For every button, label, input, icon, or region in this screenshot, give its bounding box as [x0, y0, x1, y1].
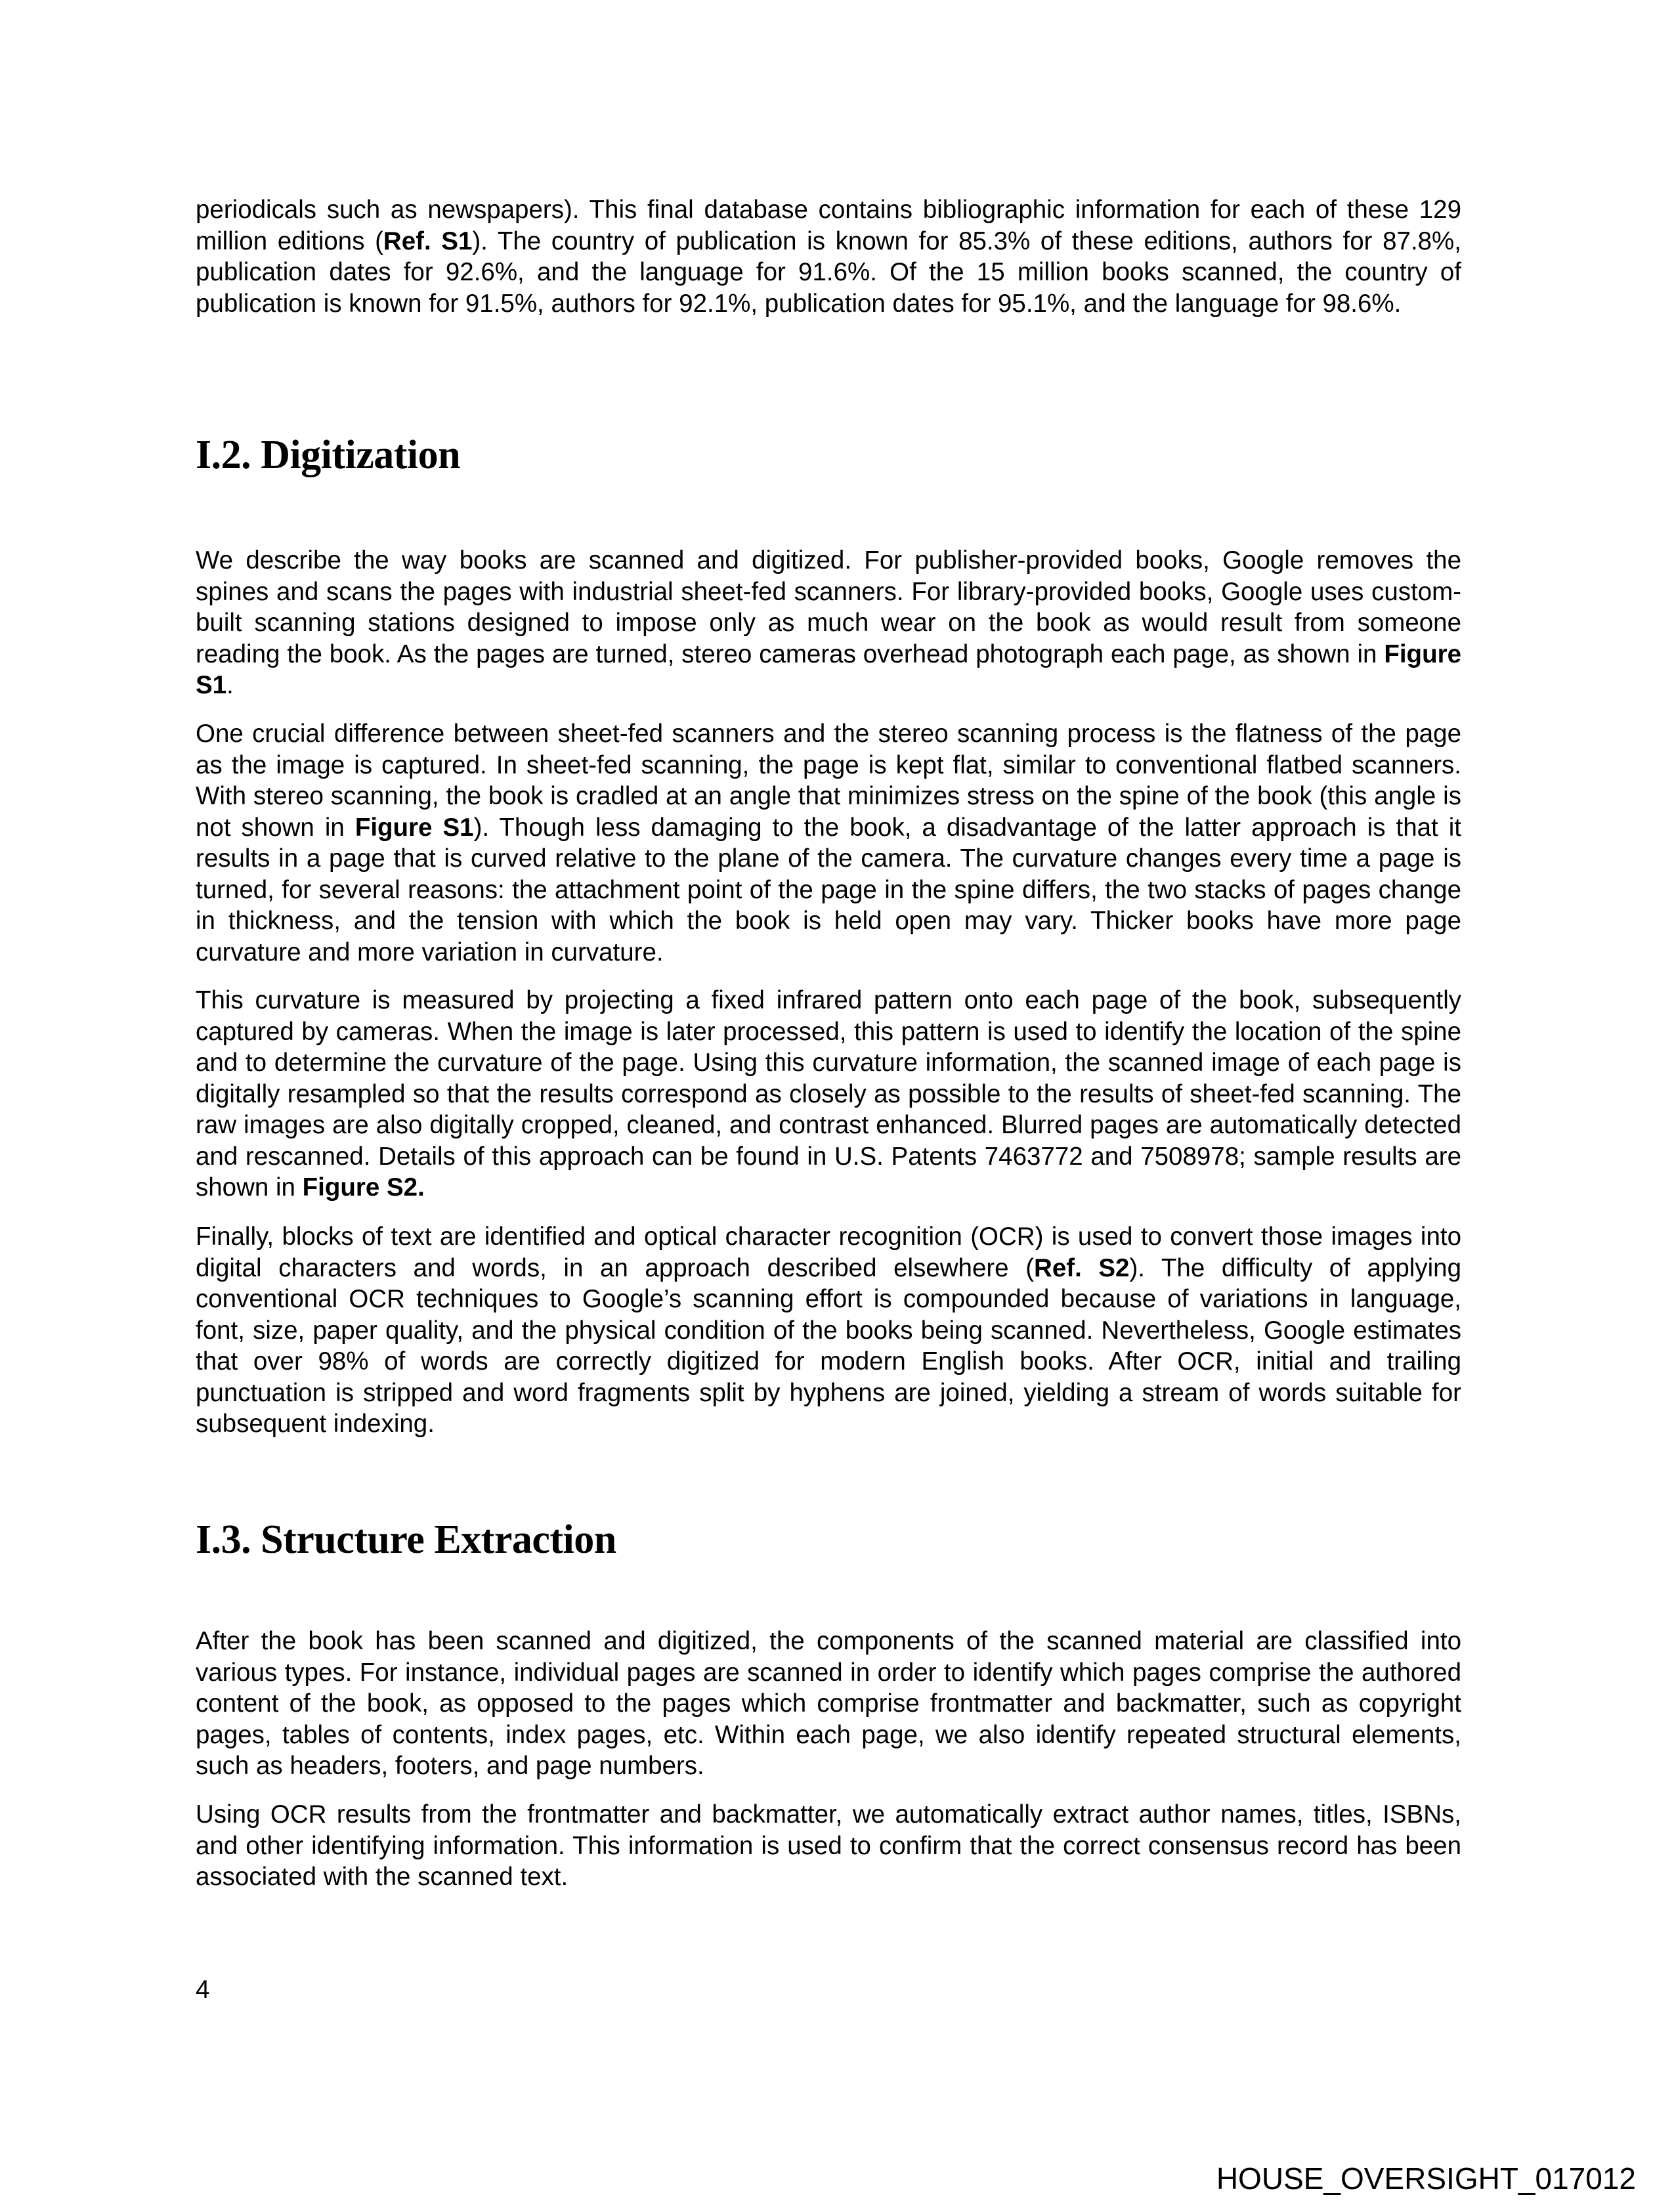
- digitization-paragraph-4: [196, 1221, 1461, 1440]
- section-heading-structure-extraction: I.3. Structure Extraction: [196, 1517, 616, 1562]
- figure-s1-reference: Figure S1: [196, 640, 1461, 699]
- section-heading-digitization-block: [196, 432, 1461, 478]
- section-heading-digitization: I.2. Digitization: [196, 433, 461, 477]
- page-number: 4: [196, 1976, 210, 2004]
- figure-s1-reference: Figure S1: [354, 813, 474, 842]
- digitization-paragraph-2-block: [196, 718, 1461, 968]
- text-run: Finally, blocks of text are identified and optical character recognition (OCR) is used to convert those images into digital characters and words, in an approach described elsewhere (: [196, 1223, 1461, 1282]
- text-run: One crucial difference between sheet-fed scanners and the stereo scanning process is the flatness of the page as the image is captured. In sheet-fed scanning, the page is kept flat, similar to conventional flatbed scanners. With stereo scanning, the book is cradled at an angle that minimizes stress on the spine of the book (this angle is not shown in: [196, 720, 1461, 842]
- digitization-paragraph-2: [196, 718, 1461, 968]
- text-run: ). The difficulty of applying conventional OCR techniques to Google’s scanning effort is compounded because of variations in language, font, size, paper quality, and the physical condition of the books being scanned. Nevertheless, Google estimates that over 98% of words are correctly digitized for modern English books. After OCR, initial and trailing punctuation is stripped and word fragments split by hyphens are joined, yielding a stream of words suitable for subsequent indexing.: [196, 1253, 1461, 1438]
- bates-stamp: HOUSE_OVERSIGHT_017012: [1216, 2161, 1636, 2196]
- structure-paragraph-2-block: [196, 1799, 1461, 1893]
- structure-paragraph-2: Using OCR results from the frontmatter and backmatter, we automatically extract author names, titles, ISBNs, and other identifying information. This information is used to confirm that the correct consensus record has been associated with the scanned text.: [196, 1800, 1461, 1891]
- digitization-paragraph-1: [196, 545, 1461, 701]
- text-run: periodicals such as newspapers). This final database contains bibliographic information for each of these 129 million editions (: [196, 196, 1461, 255]
- text-run: We describe the way books are scanned and digitized. For publisher-provided books, Google removes the spines and scans the pages with industrial sheet-fed scanners. For library-provided books, Google uses custom-built scanning stations designed to impose only as much wear on the book as would result from someone reading the book. As the pages are turned, stereo cameras overhead photograph each page, as shown in: [196, 546, 1461, 668]
- section-heading-structure-block: [196, 1517, 1461, 1563]
- text-run: .: [226, 671, 234, 699]
- continuation-paragraph: [196, 194, 1461, 319]
- structure-paragraph-1-block: [196, 1626, 1461, 1782]
- text-run: This curvature is measured by projecting a fixed infrared pattern onto each page of the book, subsequently captured by cameras. When the image is later processed, this pattern is used to identify the location of the spine and to determine the curvature of the page. Using this curvature information, the scanned image of each page is digitally resampled so that the results correspond as closely as possible to the results of sheet-fed scanning. The raw images are also digitally cropped, cleaned, and contrast enhanced. Blurred pages are automatically detected and rescanned. Details of this approach can be found in U.S. Patents 7463772 and 7508978; sample results are shown in: [196, 986, 1461, 1202]
- text-run: ). The country of publication is known for 85.3% of these editions, authors for 87.8%, publication dates for 92.6%, and the language for 91.6%. Of the 15 million books scanned, the country of publication is known for 91.5%, authors for 92.1%, publication dates for 95.1%, and the language for 98.6%.: [196, 227, 1461, 318]
- reference-s2: Ref. S2: [1034, 1253, 1130, 1282]
- continuation-paragraph-block: [196, 194, 1461, 319]
- structure-paragraph-1: After the book has been scanned and digitized, the components of the scanned material are classified into various types. For instance, individual pages are scanned in order to identify which pages comprise the authored content of the book, as opposed to the pages which comprise frontmatter and backmatter, such as copyright pages, tables of contents, index pages, etc. Within each page, we also identify repeated structural elements, such as headers, footers, and page numbers.: [196, 1627, 1461, 1780]
- digitization-paragraph-4-block: [196, 1221, 1461, 1440]
- digitization-paragraph-3: [196, 985, 1461, 1204]
- figure-s2-reference: Figure S2.: [302, 1173, 425, 1202]
- digitization-paragraph-3-block: [196, 985, 1461, 1204]
- digitization-paragraph-1-block: [196, 545, 1461, 701]
- text-run: ). Though less damaging to the book, a disadvantage of the latter approach is that it results in a page that is curved relative to the plane of the camera. The curvature changes every time a page is turned, for several reasons: the attachment point of the page in the spine differs, the two stacks of pages change in thickness, and the tension with which the book is held open may vary. Thicker books have more page curvature and more variation in curvature.: [196, 813, 1461, 966]
- reference-s1: Ref. S1: [383, 227, 473, 255]
